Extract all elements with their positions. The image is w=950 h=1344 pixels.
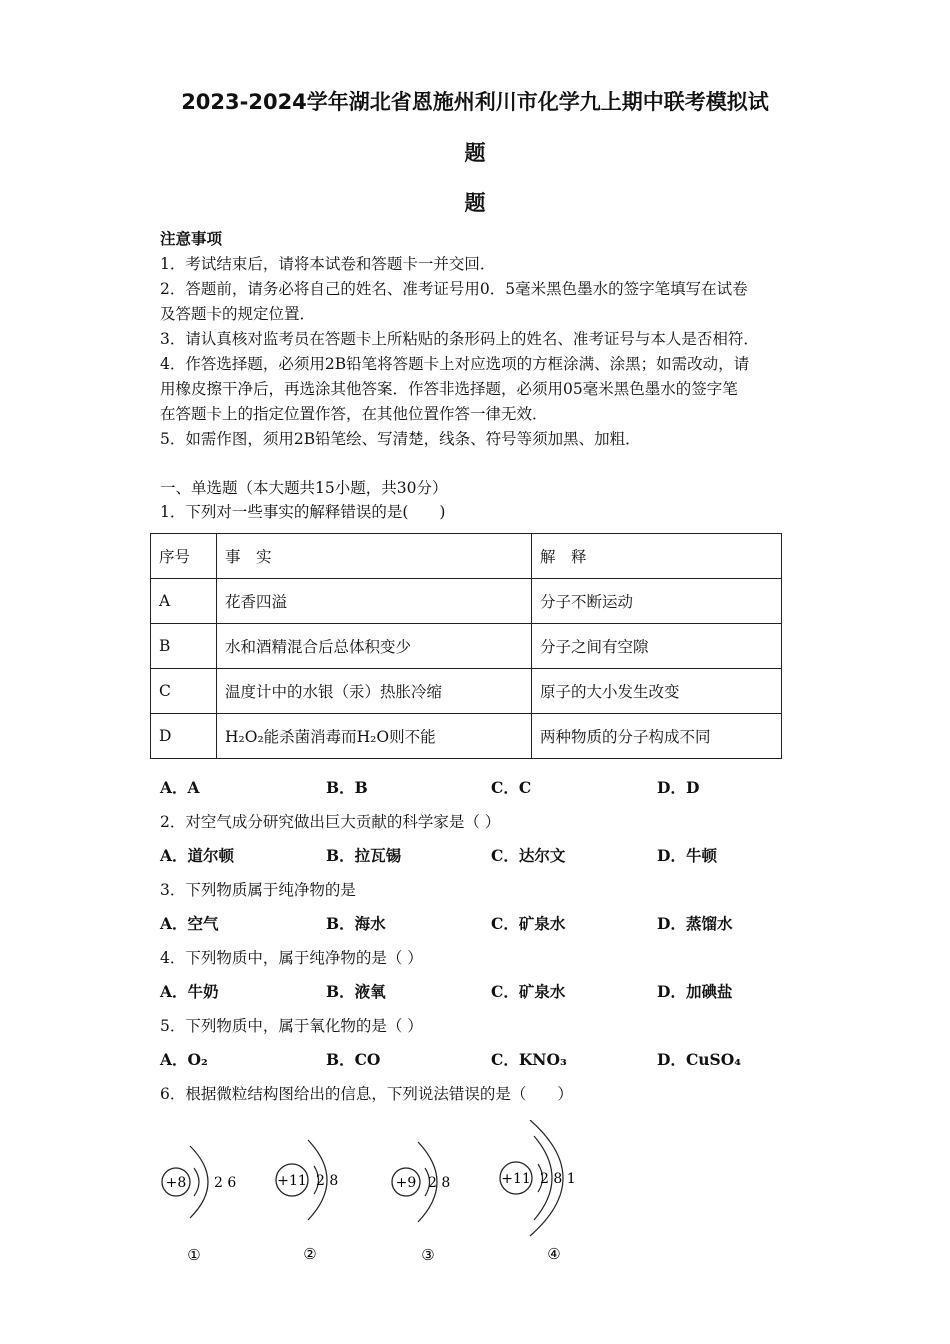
question-6-stem: 6．根据微粒结构图给出的信息，下列说法错误的是（ ） <box>160 1085 573 1103</box>
q4-option-c: C．矿泉水 <box>491 982 566 1001</box>
q1-option-c: C．C <box>491 778 532 797</box>
q1-option-b: B．B <box>326 778 368 797</box>
table-cell: B <box>151 624 217 669</box>
q4-option-b: B．液氧 <box>326 982 386 1001</box>
question-2-stem: 2．对空气成分研究做出巨大贡献的科学家是（ ） <box>160 813 501 831</box>
q3-option-d: D．蒸馏水 <box>657 914 733 933</box>
particle-diagrams <box>150 1120 610 1270</box>
table-header-cell: 解 释 <box>532 534 782 579</box>
table-header-cell: 事 实 <box>217 534 532 579</box>
notice-line: 2．答题前，请务必将自己的姓名、准考证号用0．5毫米黑色墨水的签字笔填写在试卷 <box>160 280 748 298</box>
table-row <box>151 579 782 624</box>
table-cell: C <box>151 669 217 714</box>
q5-option-c: C．KNO₃ <box>491 1050 567 1069</box>
question-4-stem: 4．下列物质中，属于纯净物的是（ ） <box>160 949 423 967</box>
particle-label: ④ <box>547 1245 561 1263</box>
notice-line: 1．考试结束后，请将本试卷和答题卡一并交回． <box>160 255 496 273</box>
q2-option-c: C．达尔文 <box>491 846 566 865</box>
table-cell: 两种物质的分子构成不同 <box>532 714 782 759</box>
table-cell: A <box>151 579 217 624</box>
q3-option-a: A．空气 <box>160 914 219 933</box>
table-cell: 花香四溢 <box>217 579 532 624</box>
q4-option-a: A．牛奶 <box>160 982 219 1001</box>
question-5-stem: 5．下列物质中，属于氧化物的是（ ） <box>160 1017 423 1035</box>
particle-nucleus: +8 <box>165 1175 187 1191</box>
section-heading: 一、单选题（本大题共15小题，共30分） <box>160 479 448 497</box>
table-header-row <box>151 534 782 579</box>
notice-line: 3．请认真核对监考员在答题卡上所粘贴的条形码上的姓名、准考证号与本人是否相符． <box>160 330 759 348</box>
particle-shells: 2 8 1 <box>540 1171 576 1187</box>
table-cell: 分子不断运动 <box>532 579 782 624</box>
q4-option-d: D．加碘盐 <box>657 982 733 1001</box>
notice-heading: 注意事项 <box>160 229 223 248</box>
page-title-line1: 2023-2024学年湖北省恩施州利川市化学九上期中联考模拟试 <box>181 90 769 114</box>
facts-table <box>150 533 782 759</box>
question-3-stem: 3．下列物质属于纯净物的是 <box>160 881 356 899</box>
particle-shells: 2 6 <box>214 1175 237 1191</box>
particle-1 <box>162 1146 236 1264</box>
page-title-line3: 题 <box>464 191 486 215</box>
particle-label: ② <box>303 1245 317 1263</box>
table-cell: 原子的大小发生改变 <box>532 669 782 714</box>
q5-option-a: A．O₂ <box>160 1050 208 1069</box>
table-row <box>151 669 782 714</box>
particle-label: ① <box>187 1246 201 1264</box>
table-cell: H₂O₂能杀菌消毒而H₂O则不能 <box>217 714 532 759</box>
table-row <box>151 714 782 759</box>
q5-option-b: B．CO <box>326 1050 381 1069</box>
q5-option-d: D．CuSO₄ <box>657 1050 742 1069</box>
table-header-cell: 序号 <box>151 534 217 579</box>
q2-option-a: A．道尔顿 <box>160 846 235 865</box>
q2-option-b: B．拉瓦锡 <box>326 846 402 865</box>
notice-line: 用橡皮擦干净后，再选涂其他答案．作答非选择题，必须用05毫米黑色墨水的签字笔 <box>160 380 738 398</box>
particle-shells: 2 8 <box>428 1175 451 1191</box>
particle-shells: 2 8 <box>316 1173 339 1189</box>
particle-nucleus: +9 <box>395 1175 417 1191</box>
q2-option-d: D．牛顿 <box>657 846 717 865</box>
table-cell: D <box>151 714 217 759</box>
table-cell: 分子之间有空隙 <box>532 624 782 669</box>
q3-option-c: C．矿泉水 <box>491 914 566 933</box>
page-title-line2: 题 <box>464 141 486 165</box>
notice-line: 4．作答选择题，必须用2B铅笔将答题卡上对应选项的方框涂满、涂黑；如需改动，请 <box>160 355 750 373</box>
particle-2 <box>276 1140 338 1263</box>
notice-line: 在答题卡上的指定位置作答，在其他位置作答一律无效． <box>160 405 548 423</box>
table-cell: 水和酒精混合后总体积变少 <box>217 624 532 669</box>
particle-nucleus: +11 <box>277 1173 307 1189</box>
particle-label: ③ <box>421 1246 435 1264</box>
particle-nucleus: +11 <box>501 1171 531 1187</box>
particle-3 <box>392 1142 450 1264</box>
q3-option-b: B．海水 <box>326 914 386 933</box>
table-cell: 温度计中的水银（汞）热胀冷缩 <box>217 669 532 714</box>
notice-line: 及答题卡的规定位置． <box>160 305 316 323</box>
q1-option-a: A．A <box>160 778 200 797</box>
table-row <box>151 624 782 669</box>
particle-4 <box>500 1120 576 1263</box>
notice-line: 5．如需作图，须用2B铅笔绘、写清楚，线条、符号等须加黑、加粗． <box>160 430 641 448</box>
question-1-stem: 1．下列对一些事实的解释错误的是( ) <box>160 503 446 521</box>
q1-option-d: D．D <box>657 778 700 797</box>
